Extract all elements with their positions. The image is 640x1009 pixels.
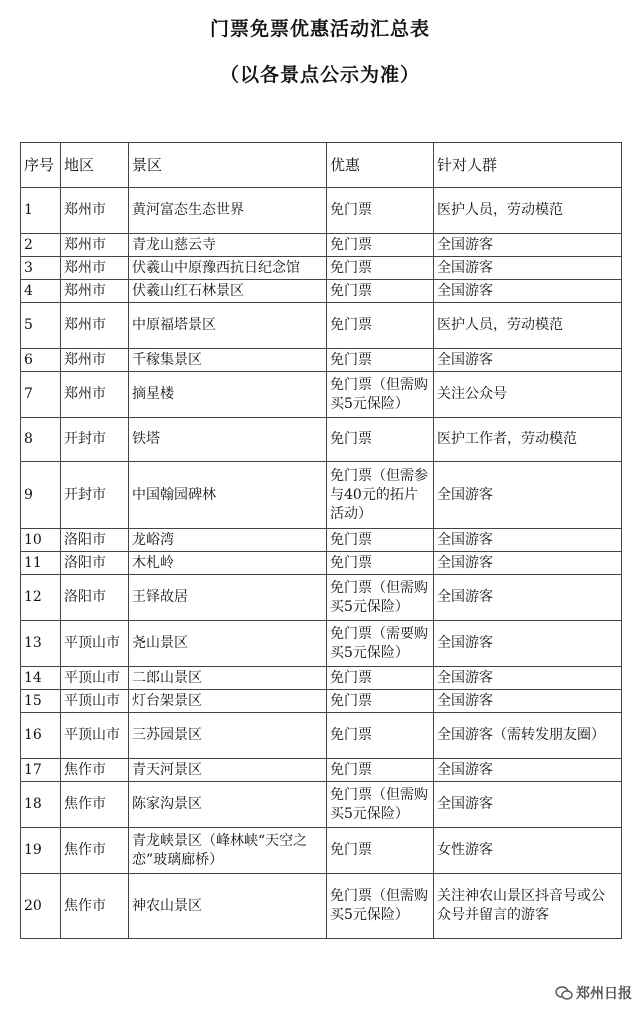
table-cell: 全国游客 bbox=[434, 234, 622, 257]
table-cell: 平顶山市 bbox=[61, 667, 129, 690]
table-row bbox=[21, 280, 622, 303]
table-row bbox=[21, 529, 622, 552]
table-cell: 青天河景区 bbox=[129, 759, 327, 782]
table-cell: 关注公众号 bbox=[434, 372, 622, 418]
table-cell: 免门票 bbox=[327, 418, 434, 462]
table-cell: 平顶山市 bbox=[61, 713, 129, 759]
table-cell: 1 bbox=[21, 188, 61, 234]
table-cell: 免门票 bbox=[327, 552, 434, 575]
table-cell: 女性游客 bbox=[434, 828, 622, 874]
table-cell: 免门票 bbox=[327, 303, 434, 349]
table-cell: 19 bbox=[21, 828, 61, 874]
table-row bbox=[21, 349, 622, 372]
table-cell: 焦作市 bbox=[61, 759, 129, 782]
table-row bbox=[21, 418, 622, 462]
table-cell: 中国翰园碑林 bbox=[129, 462, 327, 529]
table-row bbox=[21, 690, 622, 713]
table-cell: 免门票 bbox=[327, 828, 434, 874]
table-cell: 灯台架景区 bbox=[129, 690, 327, 713]
table-row bbox=[21, 621, 622, 667]
table-cell: 全国游客 bbox=[434, 759, 622, 782]
header-cell: 景区 bbox=[129, 143, 327, 188]
table-cell: 郑州市 bbox=[61, 280, 129, 303]
table-cell: 平顶山市 bbox=[61, 621, 129, 667]
table-cell: 伏羲山中原豫西抗日纪念馆 bbox=[129, 257, 327, 280]
page-subtitle: （以各景点公示为准） bbox=[219, 64, 420, 86]
table-cell: 二郎山景区 bbox=[129, 667, 327, 690]
discount-table bbox=[20, 142, 622, 939]
table-cell: 开封市 bbox=[61, 462, 129, 529]
table-cell: 关注神农山景区抖音号或公众号并留言的游客 bbox=[434, 874, 622, 939]
table-cell: 中原福塔景区 bbox=[129, 303, 327, 349]
table-cell: 医护人员，劳动模范 bbox=[434, 303, 622, 349]
table-cell: 摘星楼 bbox=[129, 372, 327, 418]
page-title: 门票免票优惠活动汇总表 bbox=[209, 18, 430, 40]
table-cell: 全国游客 bbox=[434, 257, 622, 280]
table-cell: 三苏园景区 bbox=[129, 713, 327, 759]
table-cell: 免门票（但需购买5元保险） bbox=[327, 575, 434, 621]
table-cell: 18 bbox=[21, 782, 61, 828]
table-cell: 郑州市 bbox=[61, 372, 129, 418]
table-cell: 免门票 bbox=[327, 188, 434, 234]
table-cell: 洛阳市 bbox=[61, 575, 129, 621]
table-cell: 20 bbox=[21, 874, 61, 939]
table-cell: 医护人员，劳动模范 bbox=[434, 188, 622, 234]
table-cell: 青龙山慈云寺 bbox=[129, 234, 327, 257]
table-cell: 郑州市 bbox=[61, 257, 129, 280]
table-cell: 全国游客 bbox=[434, 690, 622, 713]
table-cell: 免门票 bbox=[327, 234, 434, 257]
table-cell: 免门票 bbox=[327, 280, 434, 303]
table-cell: 神农山景区 bbox=[129, 874, 327, 939]
table-cell: 龙峪湾 bbox=[129, 529, 327, 552]
table-row bbox=[21, 575, 622, 621]
table-cell: 千稼集景区 bbox=[129, 349, 327, 372]
table-row bbox=[21, 759, 622, 782]
table-cell: 郑州市 bbox=[61, 349, 129, 372]
table-cell: 全国游客 bbox=[434, 667, 622, 690]
table-row bbox=[21, 372, 622, 418]
table-row bbox=[21, 782, 622, 828]
table-cell: 尧山景区 bbox=[129, 621, 327, 667]
table-cell: 王铎故居 bbox=[129, 575, 327, 621]
table-cell: 全国游客 bbox=[434, 575, 622, 621]
table-row bbox=[21, 713, 622, 759]
table-cell: 全国游客 bbox=[434, 782, 622, 828]
table-cell: 洛阳市 bbox=[61, 529, 129, 552]
table-cell: 9 bbox=[21, 462, 61, 529]
table-cell: 全国游客 bbox=[434, 349, 622, 372]
table-cell: 14 bbox=[21, 667, 61, 690]
table-cell: 郑州市 bbox=[61, 234, 129, 257]
table-cell: 免门票 bbox=[327, 713, 434, 759]
table-row bbox=[21, 257, 622, 280]
table-row bbox=[21, 234, 622, 257]
table-cell: 免门票（但需购买5元保险） bbox=[327, 372, 434, 418]
table-row bbox=[21, 874, 622, 939]
table-cell: 焦作市 bbox=[61, 828, 129, 874]
table-row bbox=[21, 828, 622, 874]
table-cell: 平顶山市 bbox=[61, 690, 129, 713]
table-cell: 16 bbox=[21, 713, 61, 759]
table-cell: 免门票 bbox=[327, 349, 434, 372]
wechat-icon bbox=[555, 985, 573, 1001]
table-cell: 7 bbox=[21, 372, 61, 418]
table-cell: 4 bbox=[21, 280, 61, 303]
table-cell: 15 bbox=[21, 690, 61, 713]
table-cell: 免门票（但需购买5元保险） bbox=[327, 782, 434, 828]
table-cell: 8 bbox=[21, 418, 61, 462]
table-cell: 11 bbox=[21, 552, 61, 575]
table-row bbox=[21, 462, 622, 529]
table-row bbox=[21, 552, 622, 575]
table-cell: 开封市 bbox=[61, 418, 129, 462]
table-row bbox=[21, 303, 622, 349]
table-cell: 13 bbox=[21, 621, 61, 667]
watermark bbox=[555, 983, 632, 1003]
header-cell: 地区 bbox=[61, 143, 129, 188]
table-cell: 免门票 bbox=[327, 529, 434, 552]
table-cell: 全国游客 bbox=[434, 552, 622, 575]
table-cell: 青龙峡景区（峰林峡“天空之恋”玻璃廊桥） bbox=[129, 828, 327, 874]
table-cell: 免门票 bbox=[327, 257, 434, 280]
table-cell: 10 bbox=[21, 529, 61, 552]
table-cell: 伏羲山红石林景区 bbox=[129, 280, 327, 303]
header-cell: 针对人群 bbox=[434, 143, 622, 188]
table-cell: 3 bbox=[21, 257, 61, 280]
table-cell: 洛阳市 bbox=[61, 552, 129, 575]
table-cell: 17 bbox=[21, 759, 61, 782]
table-cell: 全国游客（需转发朋友圈） bbox=[434, 713, 622, 759]
header-cell: 序号 bbox=[21, 143, 61, 188]
watermark-text: 郑州日报 bbox=[576, 986, 632, 1002]
table-cell: 免门票（但需购买5元保险） bbox=[327, 874, 434, 939]
table-cell: 焦作市 bbox=[61, 782, 129, 828]
table-row bbox=[21, 188, 622, 234]
table-cell: 木札岭 bbox=[129, 552, 327, 575]
table-cell: 5 bbox=[21, 303, 61, 349]
table-cell: 全国游客 bbox=[434, 529, 622, 552]
table-cell: 焦作市 bbox=[61, 874, 129, 939]
table-cell: 免门票（但需参与40元的拓片活动） bbox=[327, 462, 434, 529]
table-cell: 免门票 bbox=[327, 759, 434, 782]
table-cell: 免门票（需要购买5元保险） bbox=[327, 621, 434, 667]
header-cell: 优惠 bbox=[327, 143, 434, 188]
table-cell: 全国游客 bbox=[434, 280, 622, 303]
table-cell: 郑州市 bbox=[61, 188, 129, 234]
table-row bbox=[21, 667, 622, 690]
table-cell: 6 bbox=[21, 349, 61, 372]
table-cell: 铁塔 bbox=[129, 418, 327, 462]
table-cell: 陈家沟景区 bbox=[129, 782, 327, 828]
table-cell: 郑州市 bbox=[61, 303, 129, 349]
table-header-row bbox=[21, 143, 622, 188]
table-cell: 2 bbox=[21, 234, 61, 257]
table-cell: 全国游客 bbox=[434, 462, 622, 529]
table-cell: 免门票 bbox=[327, 690, 434, 713]
table-cell: 免门票 bbox=[327, 667, 434, 690]
table-cell: 12 bbox=[21, 575, 61, 621]
table-cell: 医护工作者，劳动模范 bbox=[434, 418, 622, 462]
table-cell: 黄河富态生态世界 bbox=[129, 188, 327, 234]
table-cell: 全国游客 bbox=[434, 621, 622, 667]
